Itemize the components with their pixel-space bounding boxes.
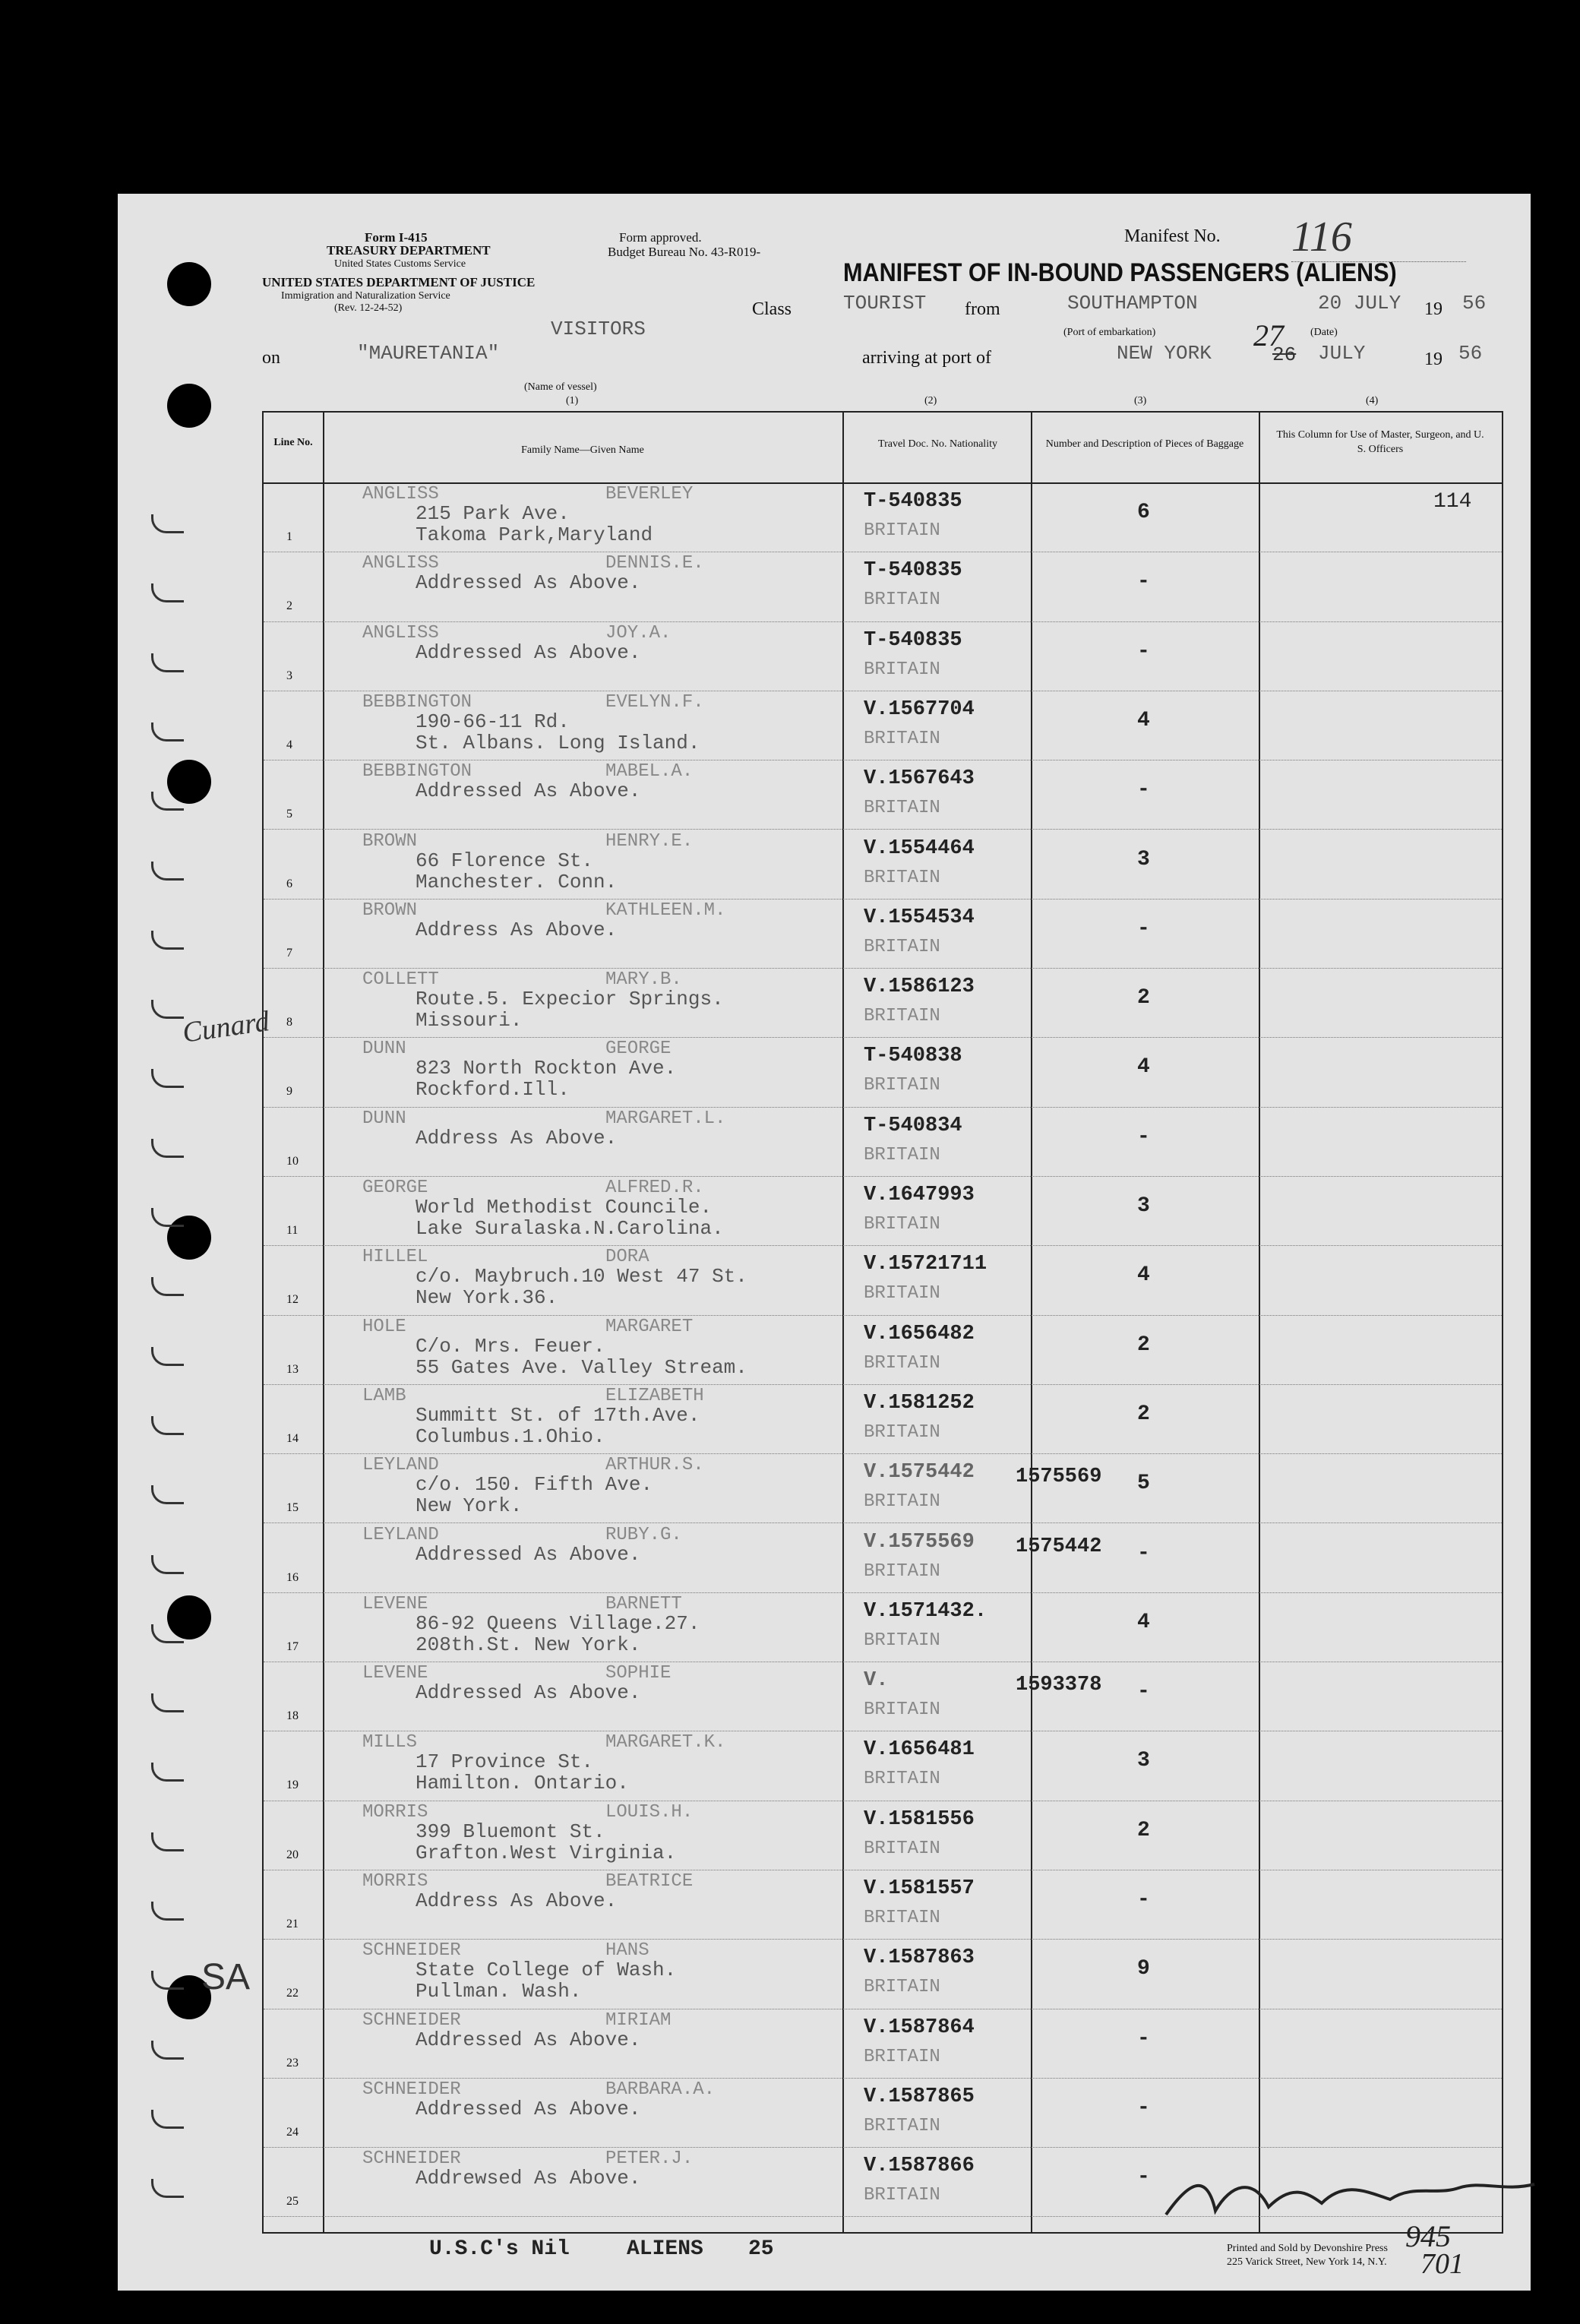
family-name: SCHNEIDER (362, 2009, 461, 2031)
manifest-number: 116 (1291, 213, 1466, 262)
family-name: ANGLISS (362, 622, 439, 643)
address-line-1: Route.5. Expecior Springs. (416, 988, 724, 1011)
line-number: 4 (286, 738, 292, 751)
hand-number-2: 701 (1420, 2248, 1464, 2280)
family-name: LEYLAND (362, 1455, 439, 1476)
on-label: on (262, 348, 280, 368)
line-number: 10 (286, 1154, 299, 1168)
table-row (264, 1453, 1502, 1523)
nationality: BRITAIN (864, 2046, 940, 2067)
travel-doc-number: V.1567643 (864, 767, 975, 791)
travel-doc-number: T-540834 (864, 1114, 962, 1137)
col-num-4: (4) (1366, 395, 1379, 406)
address-line-1: Summitt St. of 17th.Ave. (416, 1403, 700, 1427)
given-name: MARGARET.L. (605, 1108, 726, 1129)
address-line-2: 208th.St. New York. (416, 1633, 641, 1656)
nationality: BRITAIN (864, 936, 940, 957)
nationality: BRITAIN (864, 1352, 940, 1374)
line-number: 3 (286, 669, 292, 682)
address-line-1: Addressed As Above. (416, 1542, 641, 1566)
baggage-count: 2 (1137, 1818, 1150, 1842)
family-name: BROWN (362, 830, 418, 852)
budget-bureau: Budget Bureau No. 43-R019- (608, 245, 761, 259)
address-line-1: State College of Wash. (416, 1959, 677, 1982)
col-num-1: (1) (566, 395, 579, 406)
travel-doc-correction: 1593378 (1016, 1674, 1102, 1697)
baggage-count: 5 (1137, 1472, 1150, 1496)
nationality: BRITAIN (864, 1283, 940, 1304)
header-officers: This Column for Use of Master, Surgeon, and U. S. Officers (1276, 429, 1484, 455)
arrival-year-prefix: 19 (1424, 349, 1443, 369)
line-number: 14 (286, 1431, 299, 1445)
baggage-count: - (1137, 639, 1150, 663)
table-row (264, 968, 1502, 1038)
address-line-1: 17 Province St. (416, 1750, 594, 1774)
family-name: BEBBINGTON (362, 761, 472, 783)
address-line-2: Hamilton. Ontario. (416, 1772, 629, 1795)
table-row (264, 1245, 1502, 1315)
hand-number-1: 945 (1405, 2219, 1451, 2253)
table-row (264, 2009, 1502, 2079)
travel-doc-number: T-540835 (864, 628, 962, 652)
address-line-1: 66 Florence St. (416, 849, 594, 872)
passenger-table (262, 411, 1503, 2234)
given-name: GEORGE (605, 1039, 672, 1060)
travel-doc-number: V.1587865 (864, 2085, 975, 2108)
given-name: RUBY.G. (605, 1524, 682, 1545)
given-name: LOUIS.H. (605, 1801, 694, 1823)
binder-hole (167, 384, 211, 428)
travel-doc-number: T-540835 (864, 559, 962, 583)
travel-doc-number: V.1586123 (864, 975, 975, 999)
baggage-count: 3 (1137, 1749, 1150, 1773)
address-line-2: Columbus.1.Ohio. (416, 1424, 605, 1448)
margin-note-sa: SA (201, 1957, 251, 1997)
table-row (264, 1523, 1502, 1593)
col-num-2: (2) (924, 395, 937, 406)
given-name: MARGARET (605, 1316, 694, 1337)
class-value: TOURIST (843, 292, 927, 315)
revision: (Rev. 12-24-52) (334, 302, 403, 314)
address-line-1: Address As Above. (416, 1889, 618, 1912)
nationality: BRITAIN (864, 659, 940, 680)
uscs-count: U.S.C's Nil (429, 2237, 570, 2261)
nationality: BRITAIN (864, 1838, 940, 1859)
officer-note: 114 (1433, 490, 1472, 514)
nationality: BRITAIN (864, 1144, 940, 1165)
line-number: 5 (286, 808, 292, 821)
baggage-count: 4 (1137, 1055, 1150, 1080)
given-name: MARY.B. (605, 969, 682, 991)
table-row (264, 760, 1502, 830)
travel-doc-number: V.1571432. (864, 1599, 988, 1623)
baggage-count: - (1137, 2095, 1150, 2120)
from-value: SOUTHAMPTON (1067, 292, 1198, 315)
line-number: 25 (286, 2195, 299, 2209)
family-name: MORRIS (362, 1801, 428, 1823)
table-row (264, 1870, 1502, 1940)
address-line-1: c/o. 150. Fifth Ave. (416, 1473, 653, 1497)
travel-doc-number: V.1575442 (864, 1461, 975, 1485)
baggage-count: - (1137, 1680, 1150, 1704)
table-row (264, 1176, 1502, 1246)
baggage-count: 2 (1137, 1333, 1150, 1357)
table-row (264, 482, 1502, 552)
given-name: BARNETT (605, 1593, 682, 1614)
family-name: MORRIS (362, 1871, 428, 1892)
given-name: ALFRED.R. (605, 1178, 704, 1198)
arriving-label: arriving at port of (862, 348, 991, 368)
travel-doc-number: T-540838 (864, 1045, 962, 1068)
address-line-2: Takoma Park,Maryland (416, 523, 653, 546)
travel-doc-number: V. (864, 1669, 889, 1693)
baggage-count: 6 (1137, 501, 1150, 524)
address-line-1: Address As Above. (416, 918, 618, 941)
family-name: DUNN (362, 1108, 406, 1129)
given-name: ELIZABETH (605, 1385, 704, 1406)
line-number: 23 (286, 2056, 299, 2069)
vessel-name-label: (Name of vessel) (524, 381, 597, 393)
table-row (264, 1315, 1502, 1385)
port-embarkation-label: (Port of embarkation) (1063, 327, 1156, 338)
header-name: Family Name—Given Name (521, 444, 644, 456)
nationality: BRITAIN (864, 1006, 940, 1027)
arrival-year: 56 (1458, 342, 1483, 365)
table-row (264, 1662, 1502, 1731)
page-title: MANIFEST OF IN-BOUND PASSENGERS (ALIENS) (843, 258, 1397, 287)
address-line-2: New York. (416, 1494, 523, 1518)
family-name: SCHNEIDER (362, 2149, 461, 2170)
travel-doc-number: V.1581557 (864, 1877, 975, 1900)
officer-signature (1162, 2169, 1542, 2230)
given-name: PETER.J. (605, 2149, 694, 2170)
baggage-count: 2 (1137, 1402, 1150, 1426)
table-row (264, 1592, 1502, 1662)
baggage-count: - (1137, 2026, 1150, 2050)
address-line-1: Addressed As Above. (416, 779, 641, 803)
table-row (264, 830, 1502, 900)
travel-doc-number: V.1554534 (864, 906, 975, 929)
address-line-2: New York.36. (416, 1286, 558, 1310)
family-name: LEYLAND (362, 1524, 439, 1545)
given-name: ARTHUR.S. (605, 1455, 704, 1476)
family-name: LEVENE (362, 1663, 428, 1684)
given-name: BARBARA.A. (605, 2079, 716, 2100)
nationality: BRITAIN (864, 590, 940, 611)
nationality: BRITAIN (864, 1977, 940, 1998)
nationality: BRITAIN (864, 1560, 940, 1582)
printer-line-1: Printed and Sold by Devonshire Press (1227, 2243, 1388, 2254)
baggage-count: 3 (1137, 847, 1150, 871)
margin-note-cunard: Cunard (180, 1005, 272, 1049)
baggage-count: 2 (1137, 986, 1150, 1010)
line-number: 15 (286, 1501, 299, 1515)
nationality: BRITAIN (864, 2185, 940, 2206)
baggage-count: - (1137, 1888, 1150, 1911)
header-doc: Travel Doc. No. Nationality (878, 438, 997, 450)
family-name: DUNN (362, 1039, 406, 1060)
depart-year: 56 (1462, 292, 1487, 315)
nationality: BRITAIN (864, 1700, 940, 1721)
given-name: HENRY.E. (605, 830, 694, 852)
line-number: 12 (286, 1293, 299, 1307)
address-line-1: 190-66-11 Rd. (416, 710, 570, 733)
aliens-count: 25 (748, 2237, 774, 2261)
address-line-1: Addressed As Above. (416, 640, 641, 664)
depart-date: 20 JULY (1318, 292, 1401, 315)
baggage-count: - (1137, 1124, 1150, 1149)
baggage-count: - (1137, 570, 1150, 594)
nationality: BRITAIN (864, 728, 940, 749)
arrival-date-hand: 27 (1253, 318, 1284, 353)
address-line-1: 823 North Rockton Ave. (416, 1057, 677, 1080)
family-name: LAMB (362, 1385, 406, 1406)
address-line-1: c/o. Maybruch.10 West 47 St. (416, 1265, 747, 1288)
address-line-2: Missouri. (416, 1009, 523, 1032)
given-name: JOY.A. (605, 622, 672, 643)
line-number: 7 (286, 946, 292, 960)
arrival-month: JULY (1318, 342, 1366, 365)
header-line-no: Line No. (273, 437, 313, 448)
address-line-2: Grafton.West Virginia. (416, 1841, 677, 1864)
nationality: BRITAIN (864, 798, 940, 819)
line-number: 18 (286, 1709, 299, 1723)
date-label: (Date) (1310, 327, 1338, 338)
family-name: COLLETT (362, 969, 439, 991)
travel-doc-correction: 1575569 (1016, 1466, 1102, 1489)
travel-doc-number: V.1656482 (864, 1322, 975, 1345)
given-name: DORA (605, 1247, 649, 1268)
given-name: KATHLEEN.M. (605, 900, 726, 921)
address-line-1: 86-92 Queens Village.27. (416, 1611, 700, 1635)
travel-doc-number: V.1587864 (864, 2016, 975, 2039)
address-line-1: Addressed As Above. (416, 1681, 641, 1705)
travel-doc-number: V.1581252 (864, 1391, 975, 1415)
table-row (264, 1801, 1502, 1870)
table-row (264, 1037, 1502, 1107)
family-name: GEORGE (362, 1178, 428, 1198)
baggage-count: 4 (1137, 1263, 1150, 1288)
baggage-count: 9 (1137, 1957, 1150, 1981)
nationality: BRITAIN (864, 1630, 940, 1651)
nationality: BRITAIN (864, 1214, 940, 1235)
line-number: 19 (286, 1779, 299, 1792)
travel-doc-number: V.1554464 (864, 836, 975, 860)
address-line-2: Lake Suralaska.N.Carolina. (416, 1217, 724, 1240)
travel-doc-number: V.1656481 (864, 1738, 975, 1762)
address-line-1: Address As Above. (416, 1126, 618, 1149)
line-number: 16 (286, 1570, 299, 1584)
table-row (264, 2078, 1502, 2148)
family-name: HOLE (362, 1316, 406, 1337)
address-line-1: 399 Bluemont St. (416, 1820, 605, 1843)
binder-hole (167, 262, 211, 306)
family-name: BROWN (362, 900, 418, 921)
vessel-name: "MAURETANIA" (357, 342, 500, 365)
family-name: SCHNEIDER (362, 1940, 461, 1962)
baggage-count: 3 (1137, 1194, 1150, 1218)
given-name: DENNIS.E. (605, 553, 704, 574)
line-number: 6 (286, 877, 292, 890)
arrival-port: NEW YORK (1117, 342, 1212, 365)
travel-doc-correction: 1575442 (1016, 1535, 1102, 1558)
travel-doc-number: V.1575569 (864, 1530, 975, 1554)
given-name: MIRIAM (605, 2009, 672, 2031)
table-row (264, 1939, 1502, 2009)
baggage-count: - (1137, 1541, 1150, 1565)
address-line-1: C/o. Mrs. Feuer. (416, 1334, 605, 1358)
form-approved: Form approved. (619, 230, 702, 245)
form-number: Form I-415 (365, 230, 428, 245)
baggage-count: - (1137, 916, 1150, 941)
travel-doc-number: V.1581556 (864, 1807, 975, 1831)
address-line-2: Manchester. Conn. (416, 870, 618, 893)
address-line-2: 55 Gates Ave. Valley Stream. (416, 1355, 747, 1379)
travel-doc-number: V.1567704 (864, 697, 975, 721)
address-line-1: 215 Park Ave. (416, 502, 570, 525)
table-row (264, 899, 1502, 969)
given-name: MABEL.A. (605, 761, 694, 783)
visitors-label: VISITORS (551, 318, 646, 340)
table-row (264, 1107, 1502, 1177)
family-name: ANGLISS (362, 484, 439, 504)
family-name: HILLEL (362, 1247, 428, 1268)
given-name: BEATRICE (605, 1871, 694, 1892)
baggage-count: - (1137, 778, 1150, 802)
table-row (264, 621, 1502, 691)
given-name: HANS (605, 1940, 649, 1962)
family-name: BEBBINGTON (362, 691, 472, 713)
nationality: BRITAIN (864, 520, 940, 541)
family-name: LEVENE (362, 1593, 428, 1614)
given-name: EVELYN.F. (605, 691, 704, 713)
line-number: 22 (286, 1987, 299, 2000)
given-name: BEVERLEY (605, 484, 694, 504)
printer-line-2: 225 Varick Street, New York 14, N.Y. (1227, 2256, 1387, 2268)
travel-doc-number: V.1587863 (864, 1946, 975, 1970)
address-line-2: Pullman. Wash. (416, 1980, 582, 2003)
nationality: BRITAIN (864, 1908, 940, 1928)
address-line-2: St. Albans. Long Island. (416, 731, 700, 754)
baggage-count: 4 (1137, 708, 1150, 732)
table-row (264, 552, 1502, 621)
arrival-date-struck: 26 (1272, 343, 1297, 366)
year-prefix: 19 (1424, 299, 1443, 319)
dept-ins: Immigration and Naturalization Service (281, 290, 450, 302)
line-number: 24 (286, 2125, 299, 2139)
from-label: from (965, 299, 1000, 319)
dept-customs: United States Customs Service (334, 258, 466, 270)
nationality: BRITAIN (864, 1421, 940, 1443)
baggage-count: - (1137, 2165, 1150, 2190)
given-name: MARGARET.K. (605, 1732, 726, 1753)
line-number: 8 (286, 1016, 292, 1029)
line-number: 2 (286, 599, 292, 613)
header-baggage: Number and Description of Pieces of Baggage (1045, 438, 1244, 450)
travel-doc-number: V.1587866 (864, 2155, 975, 2178)
dept-justice: UNITED STATES DEPARTMENT OF JUSTICE (262, 275, 536, 289)
address-line-1: World Methodist Councile. (416, 1196, 713, 1219)
table-row (264, 1384, 1502, 1454)
line-number: 17 (286, 1639, 299, 1653)
address-line-1: Addressed As Above. (416, 2028, 641, 2051)
travel-doc-number: V.1647993 (864, 1184, 975, 1206)
aliens-label: ALIENS (627, 2237, 703, 2261)
manifest-label: Manifest No. (1124, 226, 1221, 246)
family-name: SCHNEIDER (362, 2079, 461, 2100)
address-line-1: Addressed As Above. (416, 571, 641, 595)
address-line-1: Addressed As Above. (416, 2097, 641, 2120)
dept-treasury: TREASURY DEPARTMENT (327, 243, 491, 258)
nationality: BRITAIN (864, 1075, 940, 1096)
class-label: Class (752, 299, 792, 319)
nationality: BRITAIN (864, 2115, 940, 2136)
nationality: BRITAIN (864, 1491, 940, 1513)
given-name: SOPHIE (605, 1663, 672, 1684)
line-number: 20 (286, 1848, 299, 1861)
line-number: 1 (286, 530, 292, 543)
line-number: 13 (286, 1362, 299, 1376)
travel-doc-number: V.15721711 (864, 1253, 988, 1276)
line-number: 11 (286, 1224, 299, 1237)
address-line-1: Addrewsed As Above. (416, 2167, 641, 2190)
family-name: ANGLISS (362, 553, 439, 574)
nationality: BRITAIN (864, 1769, 940, 1790)
table-row (264, 1731, 1502, 1801)
address-line-2: Rockford.Ill. (416, 1078, 570, 1102)
family-name: MILLS (362, 1732, 418, 1753)
travel-doc-number: T-540835 (864, 490, 962, 513)
baggage-count: 4 (1137, 1610, 1150, 1634)
nationality: BRITAIN (864, 867, 940, 888)
col-num-3: (3) (1134, 395, 1147, 406)
line-number: 9 (286, 1085, 292, 1099)
line-number: 21 (286, 1918, 299, 1930)
table-row (264, 691, 1502, 760)
